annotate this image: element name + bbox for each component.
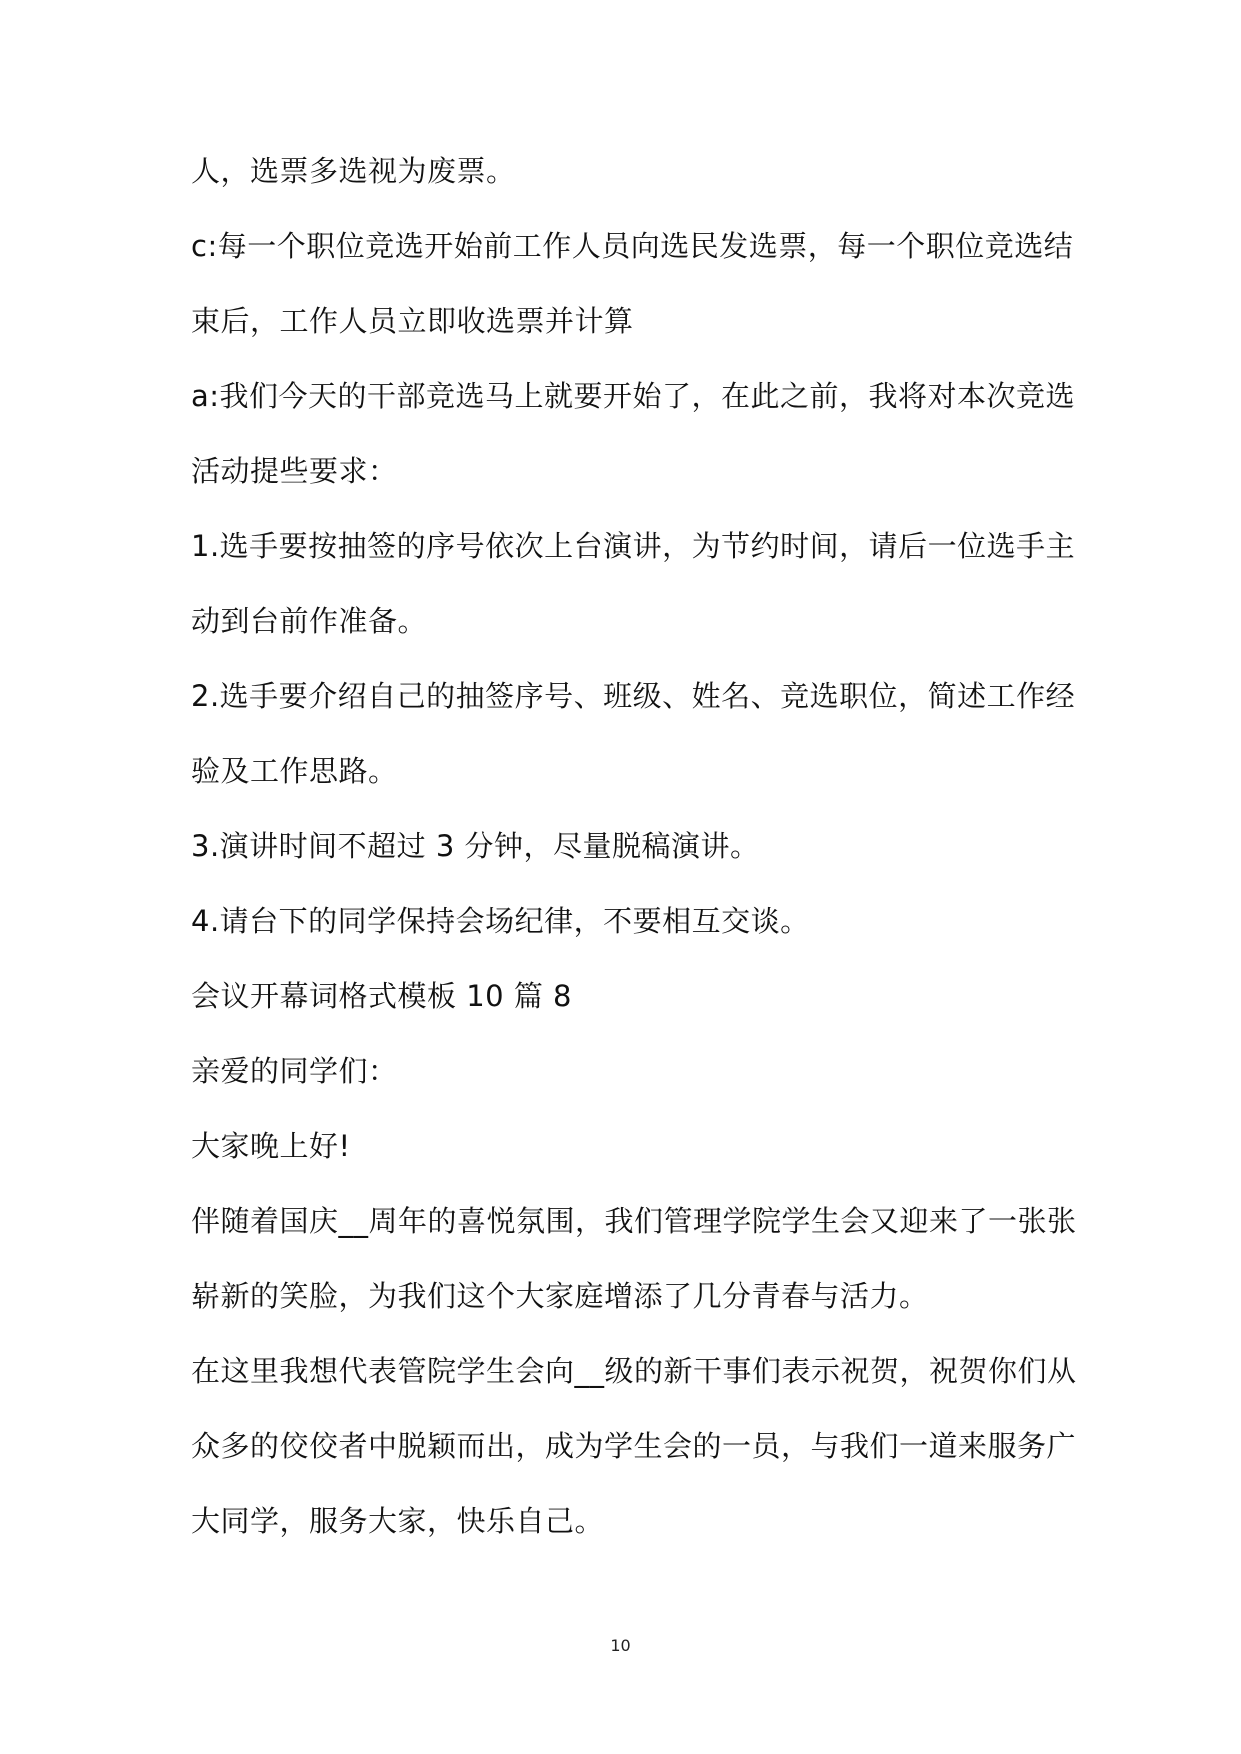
text-line: 伴随着国庆__周年的喜悦氛围，我们管理学院学生会又迎来了一张张 bbox=[191, 1204, 1077, 1238]
text-line: c:每一个职位竞选开始前工作人员向选民发选票，每一个职位竞选结 bbox=[191, 229, 1074, 263]
text-line: 亲爱的同学们： bbox=[191, 1054, 398, 1088]
section-heading: 会议开幕词格式模板 10 篇 8 bbox=[191, 979, 573, 1013]
text-line: 活动提些要求： bbox=[191, 454, 398, 488]
text-line: 崭新的笑脸，为我们这个大家庭增添了几分青春与活力。 bbox=[191, 1279, 929, 1313]
text-line: 在这里我想代表管院学生会向__级的新干事们表示祝贺，祝贺你们从 bbox=[191, 1354, 1077, 1388]
text-line: 验及工作思路。 bbox=[191, 754, 398, 788]
text-line: 4.请台下的同学保持会场纪律，不要相互交谈。 bbox=[191, 904, 810, 938]
text-line: 大同学，服务大家，快乐自己。 bbox=[191, 1504, 605, 1538]
text-line: 人，选票多选视为废票。 bbox=[191, 154, 516, 188]
text-line: 2.选手要介绍自己的抽签序号、班级、姓名、竞选职位，简述工作经 bbox=[191, 679, 1076, 713]
text-line: a:我们今天的干部竞选马上就要开始了，在此之前，我将对本次竞选 bbox=[191, 379, 1076, 413]
text-line: 束后，工作人员立即收选票并计算 bbox=[191, 304, 634, 338]
text-line: 动到台前作准备。 bbox=[191, 604, 428, 638]
page-number: 10 bbox=[610, 1636, 631, 1655]
text-line: 3.演讲时间不超过 3 分钟，尽量脱稿演讲。 bbox=[191, 829, 760, 863]
text-line: 众多的佼佼者中脱颖而出，成为学生会的一员，与我们一道来服务广 bbox=[191, 1429, 1077, 1463]
text-line: 1.选手要按抽签的序号依次上台演讲，为节约时间，请后一位选手主 bbox=[191, 529, 1076, 563]
text-line: 大家晚上好! bbox=[191, 1129, 351, 1163]
